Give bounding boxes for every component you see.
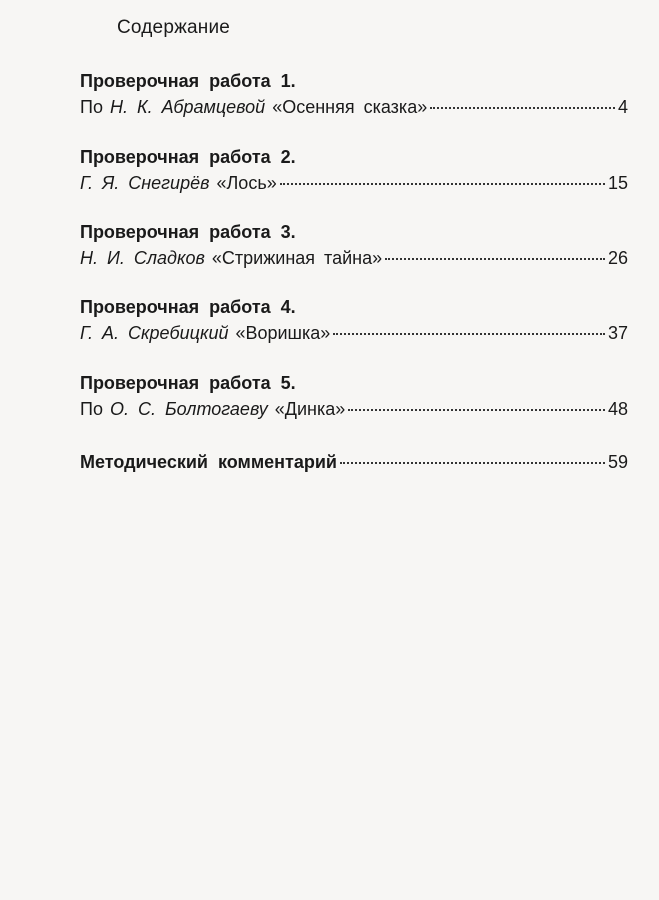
toc-title: Содержание: [117, 17, 231, 38]
toc-entry-2: [80, 144, 628, 196]
entry-page-number: 37: [607, 323, 628, 343]
entry-work: «Воришка»: [235, 323, 331, 343]
method-page-number: 59: [607, 452, 628, 472]
dot-leader: [385, 258, 605, 260]
entry-author: О. С. Болтогаеву: [109, 399, 268, 419]
entry-line: [80, 245, 628, 271]
entry-work: «Лось»: [216, 173, 277, 193]
toc-entry-method: [80, 449, 628, 475]
entry-page-number: 26: [607, 248, 628, 268]
entry-prefix: По: [80, 97, 103, 117]
entry-author: Н. К. Абрамцевой: [109, 97, 266, 117]
toc-entry-5: [80, 370, 628, 422]
entry-author: Г. А. Скребицкий: [80, 323, 229, 343]
dot-leader: [430, 107, 615, 109]
entry-heading: Проверочная работа 2.: [80, 147, 296, 167]
entry-page-number: 15: [607, 173, 628, 193]
entry-line: [80, 396, 628, 422]
entry-work: «Стрижиная тайна»: [211, 248, 383, 268]
entry-prefix: По: [80, 399, 103, 419]
entry-line: [80, 94, 628, 120]
entry-work: «Динка»: [274, 399, 346, 419]
toc-entry-4: [80, 294, 628, 346]
dot-leader: [333, 333, 605, 335]
toc-entry-3: [80, 219, 628, 271]
method-label: Методический комментарий: [80, 452, 337, 472]
dot-leader: [340, 462, 605, 464]
entry-heading: Проверочная работа 4.: [80, 297, 296, 317]
entry-author: Г. Я. Снегирёв: [80, 173, 210, 193]
entry-page-number: 4: [617, 97, 628, 117]
dot-leader: [280, 183, 605, 185]
entry-work: «Осенняя сказка»: [272, 97, 428, 117]
entry-heading: Проверочная работа 1.: [80, 71, 296, 91]
entry-heading: Проверочная работа 3.: [80, 222, 296, 242]
dot-leader: [348, 409, 605, 411]
entry-line: [80, 170, 628, 196]
entry-line: [80, 320, 628, 346]
toc-entry-1: [80, 68, 628, 120]
entry-author: Н. И. Сладков: [80, 248, 205, 268]
entry-page-number: 48: [607, 399, 628, 419]
entry-heading: Проверочная работа 5.: [80, 373, 296, 393]
